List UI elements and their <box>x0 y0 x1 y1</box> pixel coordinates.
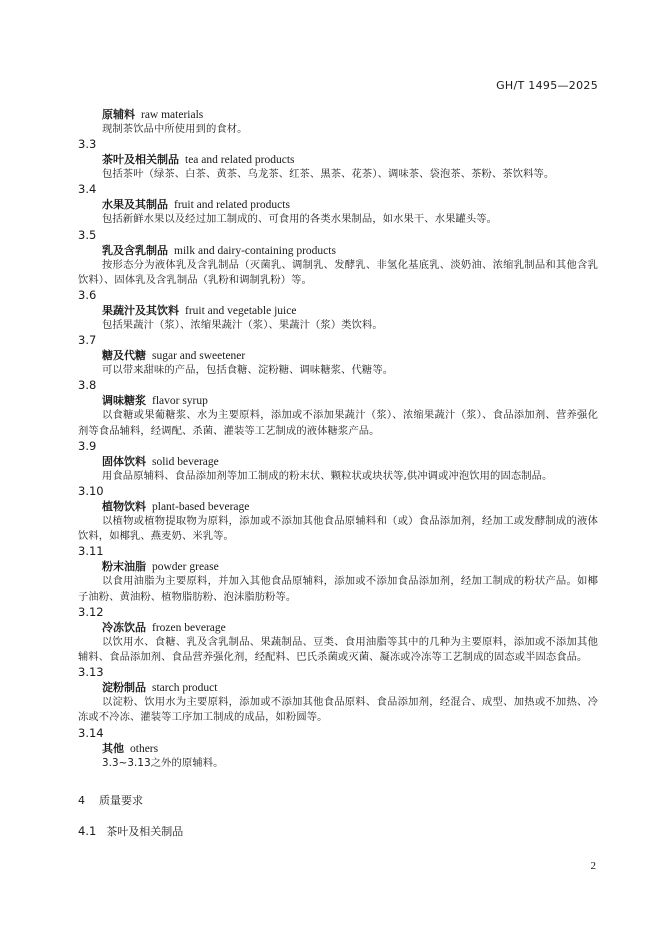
term-definition: 以饮用水、食糖、乳及含乳制品、果蔬制品、豆类、食用油脂等其中的几种为主要原料，添加或不添加其他辅料、食品添加剂、食品营养强化剂，经配料、巴氏杀菌或灭菌、凝冻或冷冻等工艺制成的固态或半固态食品。 <box>78 635 598 664</box>
term-name-zh: 乳及含乳制品 <box>102 243 168 257</box>
term-heading <box>78 303 598 318</box>
subsection-heading <box>78 824 598 839</box>
term-name-en: fruit and vegetable juice <box>185 305 297 318</box>
standard-code: GH/T 1495—2025 <box>496 79 598 92</box>
clause-number: 3.8 <box>78 378 97 393</box>
term-name-zh: 植物饮料 <box>102 500 146 514</box>
clause-number: 3.3 <box>78 137 97 152</box>
term-heading <box>78 107 598 122</box>
term-heading <box>78 680 598 695</box>
term-heading <box>78 559 598 574</box>
term-name-en: raw materials <box>141 109 204 121</box>
section-title: 质量要求 <box>99 793 143 807</box>
term-name-zh: 其他 <box>102 741 124 755</box>
term-entry <box>78 665 598 725</box>
term-entry <box>78 544 598 604</box>
term-name-zh: 冷冻饮品 <box>102 620 146 634</box>
page-number: 2 <box>590 860 596 872</box>
term-name-en: solid beverage <box>152 455 219 468</box>
clause-number: 3.13 <box>78 665 104 680</box>
term-entry-raw-materials <box>78 107 598 137</box>
section-heading <box>78 793 598 808</box>
section-number: 4 <box>78 793 85 807</box>
term-name-zh: 固体饮料 <box>102 454 146 468</box>
term-name-zh: 粉末油脂 <box>102 560 146 574</box>
term-definition: 3.3~3.13之外的原辅料。 <box>102 756 224 769</box>
term-heading <box>78 348 598 363</box>
term-heading <box>78 197 598 212</box>
clause-number: 3.5 <box>78 227 97 242</box>
term-name-zh: 果蔬汁及其饮料 <box>102 304 179 318</box>
term-entry <box>78 484 598 544</box>
clause-number: 3.4 <box>78 182 97 197</box>
term-name-en: sugar and sweetener <box>152 350 246 363</box>
term-definition: 现制茶饮品中所使用到的食材。 <box>102 123 248 135</box>
term-heading <box>78 499 598 514</box>
term-definition: 包括果蔬汁（浆）、浓缩果蔬汁（浆）、果蔬汁（浆）类饮料。 <box>102 319 383 332</box>
term-entry <box>78 726 598 771</box>
term-name-en: fruit and related products <box>174 199 290 212</box>
term-entry <box>78 439 598 484</box>
document-body <box>78 107 598 839</box>
term-name-zh: 淀粉制品 <box>102 681 146 695</box>
term-name-zh: 水果及其制品 <box>102 198 168 212</box>
term-definition: 包括茶叶（绿茶、白茶、黄茶、乌龙茶、红茶、黑茶、花茶）、调味茶、袋泡茶、茶粉、茶饮料等。 <box>102 168 555 181</box>
term-name-en: others <box>130 742 159 755</box>
term-name-en: starch product <box>152 682 218 695</box>
clause-number: 3.12 <box>78 604 104 619</box>
term-heading <box>78 243 598 258</box>
term-definition: 以食用油脂为主要原料，并加入其他食品原辅料，添加或不添加食品添加剂，经加工制成的粉状产品。如椰子油粉、黄油粉、植物脂肪粉、泡沫脂肪粉等。 <box>78 575 598 603</box>
term-name-en: flavor syrup <box>152 395 208 408</box>
clause-number: 3.14 <box>78 725 104 740</box>
term-name-en: tea and related products <box>185 154 295 167</box>
term-entry <box>78 333 598 378</box>
term-definition: 包括新鲜水果以及经过加工制成的、可食用的各类水果制品，如水果干、水果罐头等。 <box>102 213 498 226</box>
clause-number: 3.9 <box>78 438 97 453</box>
term-definition: 以淀粉、饮用水为主要原料，添加或不添加其他食品原料、食品添加剂，经混合、成型、加热或不加热、冷冻或不冷冻、灌装等工序加工制成的成品，如粉圆等。 <box>78 696 598 724</box>
term-name-en: plant-based beverage <box>152 501 250 514</box>
term-entry <box>78 137 598 182</box>
term-name-en: milk and dairy-containing products <box>174 244 336 257</box>
term-entry <box>78 182 598 227</box>
subsection-title: 茶叶及相关制品 <box>106 824 184 838</box>
term-name-zh: 调味糖浆 <box>102 394 146 408</box>
term-heading <box>78 741 598 756</box>
term-definition: 可以带来甜味的产品，包括食糖、淀粉糖、调味糖浆、代糖等。 <box>102 364 394 377</box>
term-heading <box>78 454 598 469</box>
clause-number: 3.10 <box>78 484 104 499</box>
term-entry <box>78 378 598 438</box>
term-name-zh: 糖及代糖 <box>102 349 146 363</box>
term-name-zh: 原辅料 <box>102 108 135 121</box>
term-definition: 按形态分为液体乳及含乳制品（灭菌乳、调制乳、发酵乳、非氢化基底乳、淡奶油、浓缩乳制品和其他含乳饮料）、固体乳及含乳制品（乳粉和调制乳粉）等。 <box>78 258 598 286</box>
term-entry <box>78 288 598 333</box>
term-heading <box>78 620 598 635</box>
term-name-en: powder grease <box>152 561 219 574</box>
term-heading <box>78 393 598 408</box>
clause-number: 3.11 <box>78 544 104 559</box>
term-name-en: frozen beverage <box>152 621 226 634</box>
subsection-number: 4.1 <box>78 823 97 838</box>
term-definition: 用食品原辅料、食品添加剂等加工制成的粉末状、颗粒状或块状等,供冲调或冲泡饮用的固态制品。 <box>102 469 553 482</box>
term-heading <box>78 152 598 167</box>
term-name-zh: 茶叶及相关制品 <box>102 153 179 167</box>
term-definition: 以植物或植物提取物为原料，添加或不添加其他食品原辅料和（或）食品添加剂，经加工或发酵制成的液体饮料，如椰乳、燕麦奶、米乳等。 <box>78 515 598 543</box>
term-entry <box>78 228 598 288</box>
term-definition: 以食糖或果葡糖浆、水为主要原料，添加或不添加果蔬汁（浆）、浓缩果蔬汁（浆）、食品添加剂、营养强化剂等食品辅料，经调配、杀菌、灌装等工艺制成的液体糖浆产品。 <box>78 409 598 437</box>
clause-number: 3.6 <box>78 288 97 303</box>
term-entry <box>78 605 598 665</box>
clause-number: 3.7 <box>78 333 97 348</box>
